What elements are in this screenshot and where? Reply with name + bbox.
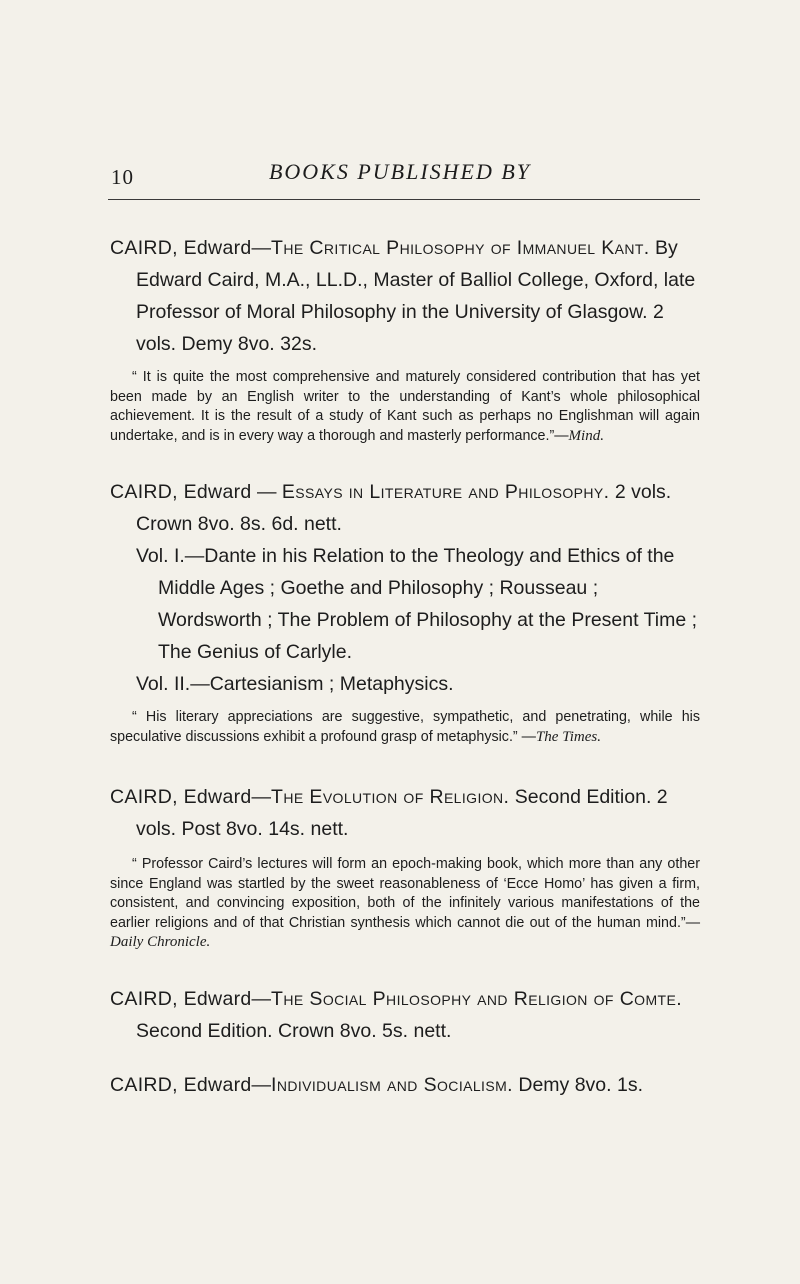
catalogue-entry — [110, 476, 700, 747]
review-text: “ His literary appreciations are suggestive, sympathetic, and penetrating, while his speculative discussions exhibit a profound grasp of metaphysic.” — — [110, 709, 700, 745]
catalogue-entry — [110, 983, 700, 1047]
entry-dash: — — [251, 786, 272, 808]
review-text: “ Professor Caird’s lectures will form an epoch-making book, which more than any other since England was startled by the sweet reasonableness of ‘Ecce Homo’ has given a firm, consistent, and convincing exposition, both of the infinitely various manifestations of the earlier religions and of that Christian synthesis which cannot die out of the human mind.”— — [110, 856, 700, 931]
catalogue-list — [110, 232, 700, 1101]
entry-details: Second Edition. 2 vols. Post 8vo. 14s. nett. — [136, 786, 668, 840]
entry-dash: — — [251, 987, 272, 1010]
entry-heading — [110, 476, 700, 540]
entry-author: CAIRD, Edward — [110, 786, 252, 808]
entry-details: Second Edition. Crown 8vo. 5s. nett. — [136, 1019, 452, 1042]
entry-title: Essays in Literature and Philosophy. — [281, 481, 610, 503]
review-source: The Times. — [535, 728, 601, 745]
page-number: 10 — [111, 165, 134, 189]
entry-author: CAIRD, Edward — [110, 481, 252, 503]
entry-dash: — — [251, 1073, 272, 1096]
entry-author: CAIRD, Edward — [110, 1073, 252, 1096]
header-rule — [108, 199, 700, 200]
review-quote — [110, 708, 700, 747]
entry-title: The Evolution of Religion. — [271, 786, 510, 808]
entry-title: The Critical Philosophy of Immanuel Kant. — [271, 237, 650, 259]
entry-details: Demy 8vo. 1s. — [518, 1073, 644, 1096]
volume-contents: Vol. II.—Cartesianism ; Metaphysics. — [136, 673, 454, 695]
entry-details: By Edward Caird, M.A., LL.D., Master of Balliol College, Oxford, late Professor of Moral Philosophy in the University of Glasgow. 2 vols. Demy 8vo. 32s. — [136, 237, 696, 355]
catalogue-entry — [110, 1069, 700, 1101]
entry-details: 2 vols. Crown 8vo. 8s. 6d. nett. — [136, 481, 672, 535]
entry-heading — [110, 1069, 700, 1101]
running-title: BOOKS PUBLISHED BY — [268, 159, 532, 184]
entry-title: Individualism and Socialism. — [271, 1073, 513, 1096]
review-text: “ It is quite the most comprehensive and maturely considered contribution that has yet been made by an English writer to the understanding of Kant’s whole philosophical achievement. It is the result of a study of Kant such as perhaps no Englishman will again undertake, and is in every way a thorough and masterly performance.”— — [110, 369, 700, 444]
volume-contents: Vol. I.—Dante in his Relation to the Theology and Ethics of the Middle Ages ; Goethe and Philosophy ; Rousseau ; Wordsworth ; The Problem of Philosophy at the Present Time ; The Genius of Carlyle. — [136, 545, 698, 663]
entry-dash: — — [251, 237, 272, 259]
entry-heading — [110, 232, 700, 360]
entry-heading — [110, 781, 700, 845]
entry-author: CAIRD, Edward — [110, 237, 252, 259]
review-quote — [110, 368, 700, 446]
review-source: Mind. — [568, 427, 604, 444]
entry-dash: — — [251, 481, 282, 503]
review-source: Daily Chronicle. — [110, 934, 211, 950]
catalogue-entry — [110, 781, 700, 953]
entry-heading — [110, 983, 700, 1047]
entry-author: CAIRD, Edward — [110, 987, 252, 1010]
entry-title: The Social Philosophy and Religion of Comte. — [271, 987, 683, 1010]
review-quote — [110, 855, 700, 953]
catalogue-entry — [110, 232, 700, 446]
